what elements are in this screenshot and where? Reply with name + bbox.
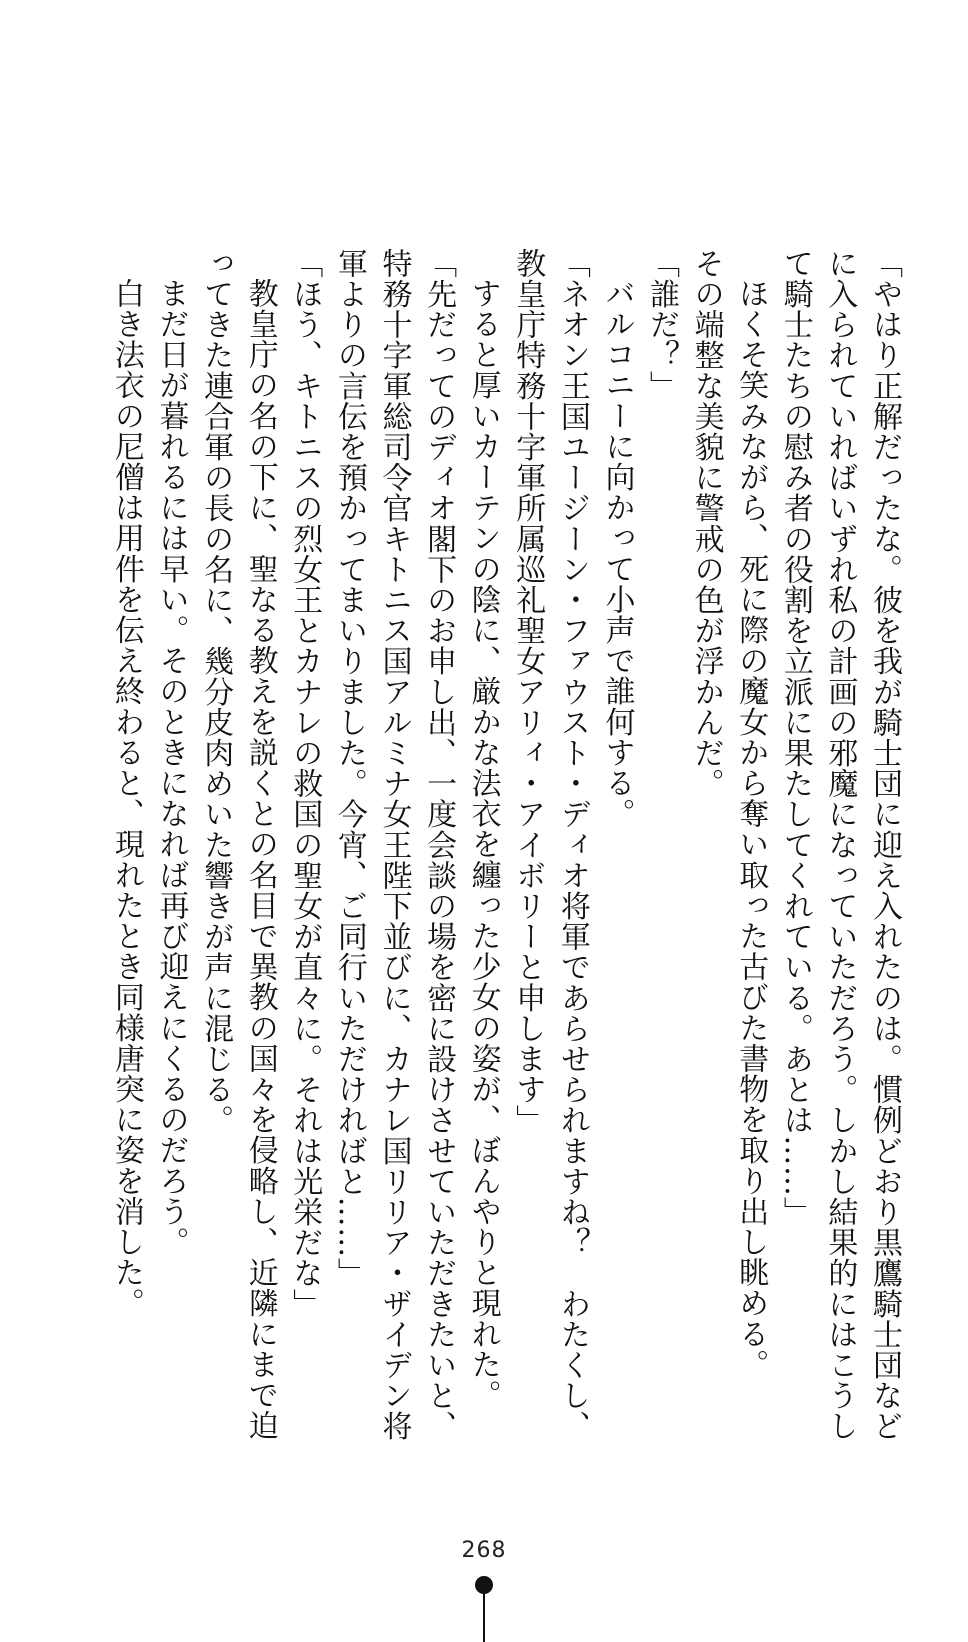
paragraph: 教皇庁の名の下に、聖なる教えを説くとの名目で異教の国々を侵略し、近隣にまで迫ってきた連合軍の長の名に、幾分皮肉めいた響きが声に混じる。 xyxy=(198,248,278,1441)
page-number: 268 xyxy=(461,1538,507,1563)
paragraph: 「やはり正解だったな。彼を我が騎士団に迎え入れたのは。慣例どおり黒鷹騎士団などに入られていればいずれ私の計画の邪魔になっていただろう。しかし結果的にはこうして騎士たちの慰み者の役割を立派に果たしてくれている。あとは……」 xyxy=(777,248,902,1442)
paragraph: まだ日が暮れるには早い。そのときになれば再び迎えにくるのだろう。 xyxy=(153,278,189,1258)
paragraph: 「先だってのディオ閣下のお申し出、一度会談の場を密に設けさせていただきたいと、特務十字軍総司令官キトニス国アルミナ女王陛下並びに、カナレ国リリア・ザイデン将軍よりの言伝を預かってまいりました。今宵、ご同行いただければと……」 xyxy=(331,248,457,1442)
paragraph: 「ネオン王国ユージーン・ファウスト・ディオ将軍であらせられますね？ わたくし、教皇庁特務十字軍所属巡礼聖女アリィ・アイボリーと申します」 xyxy=(510,248,590,1442)
paragraph: 「ほう、キトニスの烈女王とカナレの救国の聖女が直々に。それは光栄だな」 xyxy=(287,248,323,1319)
paragraph: ほくそ笑みながら、死に際の魔女から奪い取った古びた書物を取り出し眺める。 xyxy=(733,278,769,1380)
paragraph: バルコニーに向かって小声で誰何する。 xyxy=(599,278,635,829)
paragraph: その端整な美貌に警戒の色が浮かんだ。 xyxy=(688,248,724,799)
body-text xyxy=(103,248,906,1458)
paragraph: 「誰だ？」 xyxy=(644,248,680,401)
page-marker-line xyxy=(483,1592,485,1642)
paragraph: 白き法衣の尼僧は用件を伝え終わると、現れたとき同様唐突に姿を消した。 xyxy=(108,278,144,1319)
paragraph: すると厚いカーテンの陰に、厳かな法衣を纏った少女の姿が、ぼんやりと現れた。 xyxy=(465,278,501,1411)
